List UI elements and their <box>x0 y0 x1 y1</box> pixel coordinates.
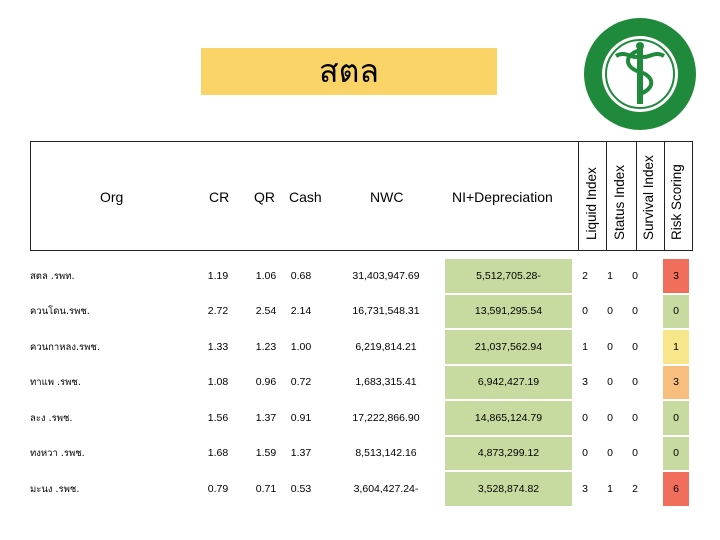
row-nwc-cell: 31,403,947.69 <box>352 269 420 282</box>
row-risk-cell: 0 <box>663 401 689 435</box>
row-org-name: มะนง .รพช. <box>30 483 80 495</box>
row-ni-cell: 21,037,562.94 <box>445 330 572 364</box>
column-header-ni-depreciation: NI+Depreciation <box>452 189 553 205</box>
row-ni-cell: 13,591,295.54 <box>445 295 572 329</box>
row-risk-cell: 6 <box>663 472 689 506</box>
row-org-name: สตล .รพท. <box>30 270 75 282</box>
row-nwc-cell: 6,219,814.21 <box>355 340 417 353</box>
row-risk-cell: 3 <box>663 259 689 293</box>
row-cash-cell: 0.68 <box>290 269 312 282</box>
row-liquid-cell: 3 <box>582 376 588 389</box>
row-cash-cell: 1.00 <box>290 340 312 353</box>
row-cr-cell: 1.56 <box>207 411 229 424</box>
row-org-name: ควนกาหลง.รพช. <box>30 341 100 353</box>
row-status-cell: 0 <box>607 376 613 389</box>
column-header-risk-scoring: Risk Scoring <box>669 164 684 240</box>
row-survival-cell: 0 <box>632 376 638 389</box>
row-liquid-cell: 0 <box>582 305 588 318</box>
row-nwc-cell: 16,731,548.31 <box>352 305 420 318</box>
row-liquid-cell: 0 <box>582 411 588 424</box>
row-risk-cell: 0 <box>663 437 689 471</box>
row-liquid-cell: 0 <box>582 447 588 460</box>
column-header-status-index: Status Index <box>612 164 627 240</box>
row-cr-cell: 1.19 <box>207 269 229 282</box>
row-cr-cell: 1.68 <box>207 447 229 460</box>
row-survival-cell: 0 <box>632 340 638 353</box>
row-qr-cell: 1.59 <box>255 447 277 460</box>
column-header-liquid-index: Liquid Index <box>584 167 599 240</box>
title-banner <box>201 48 497 95</box>
row-status-cell: 0 <box>607 447 613 460</box>
row-ni-cell: 14,865,124.79 <box>445 401 572 435</box>
header-column-divider <box>636 141 637 251</box>
row-org-name: ควนโดน.รพช. <box>30 306 90 317</box>
row-status-cell: 0 <box>607 340 613 353</box>
row-ni-cell: 4,873,299.12 <box>445 437 572 471</box>
header-column-divider <box>578 141 579 251</box>
column-header-qr: QR <box>254 189 275 205</box>
row-cash-cell: 2.14 <box>290 305 312 318</box>
row-liquid-cell: 3 <box>582 482 588 495</box>
row-survival-cell: 0 <box>632 269 638 282</box>
row-org-name: ทงหวา .รพช. <box>30 448 85 459</box>
row-liquid-cell: 1 <box>582 340 588 353</box>
row-org-name: ละง .รพช. <box>30 412 73 424</box>
row-cash-cell: 0.91 <box>290 411 312 424</box>
row-ni-cell: 3,528,874.82 <box>445 472 572 506</box>
row-nwc-cell: 1,683,315.41 <box>355 376 417 389</box>
row-nwc-cell: 8,513,142.16 <box>355 447 417 460</box>
row-cr-cell: 1.08 <box>207 376 229 389</box>
row-cr-cell: 1.33 <box>207 340 229 353</box>
row-qr-cell: 2.54 <box>255 305 277 318</box>
row-qr-cell: 0.96 <box>255 376 277 389</box>
row-qr-cell: 0.71 <box>255 482 277 495</box>
row-cash-cell: 0.72 <box>290 376 312 389</box>
row-ni-cell: 6,942,427.19 <box>445 366 572 400</box>
ministry-of-public-health-logo <box>582 16 698 132</box>
header-left-border <box>30 141 31 251</box>
header-top-border <box>30 141 692 142</box>
row-status-cell: 1 <box>607 482 613 495</box>
row-survival-cell: 0 <box>632 305 638 318</box>
row-nwc-cell: 17,222,866.90 <box>352 411 420 424</box>
header-bottom-border <box>30 250 692 251</box>
column-header-cr: CR <box>209 189 230 205</box>
row-liquid-cell: 2 <box>582 269 588 282</box>
row-survival-cell: 2 <box>632 482 638 495</box>
row-cr-cell: 0.79 <box>207 482 229 495</box>
row-status-cell: 1 <box>607 269 613 282</box>
row-status-cell: 0 <box>607 411 613 424</box>
row-ni-cell: 5,512,705.28- <box>445 259 572 293</box>
row-risk-cell: 1 <box>663 330 689 364</box>
row-risk-cell: 3 <box>663 366 689 400</box>
row-cash-cell: 1.37 <box>290 447 312 460</box>
header-column-divider <box>664 141 665 251</box>
page-title: สตล <box>319 52 379 90</box>
column-header-org: Org <box>100 189 124 205</box>
column-header-survival-index: Survival Index <box>641 155 656 240</box>
row-qr-cell: 1.06 <box>255 269 277 282</box>
header-column-divider <box>692 141 693 251</box>
row-survival-cell: 0 <box>632 411 638 424</box>
column-header-nwc: NWC <box>370 189 404 205</box>
row-status-cell: 0 <box>607 305 613 318</box>
row-org-name: ทาแพ .รพช. <box>30 377 81 388</box>
row-survival-cell: 0 <box>632 447 638 460</box>
row-cash-cell: 0.53 <box>290 482 312 495</box>
row-cr-cell: 2.72 <box>207 305 229 318</box>
row-qr-cell: 1.23 <box>255 340 277 353</box>
column-header-cash: Cash <box>289 189 322 205</box>
row-nwc-cell: 3,604,427.24- <box>353 482 419 495</box>
row-risk-cell: 0 <box>663 295 689 329</box>
row-qr-cell: 1.37 <box>255 411 277 424</box>
header-column-divider <box>606 141 607 251</box>
